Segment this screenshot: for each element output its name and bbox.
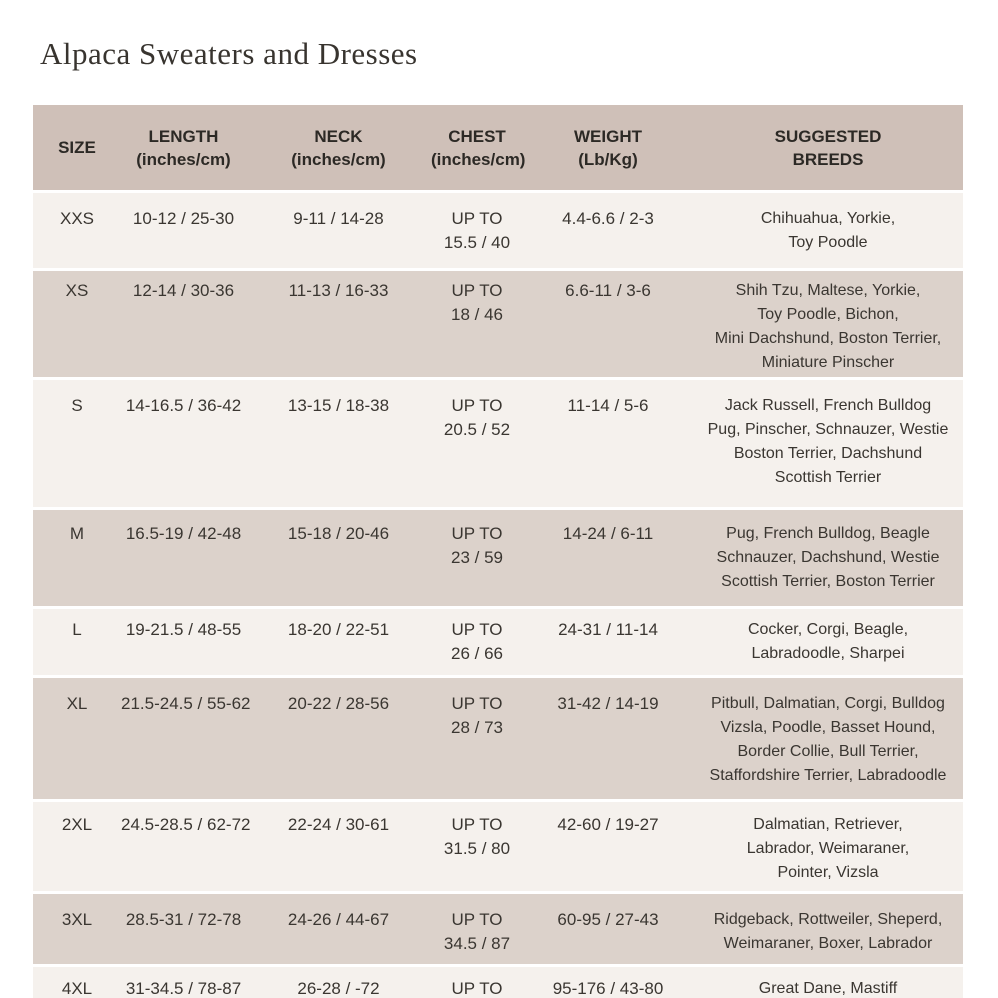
breeds-cell-line: Jack Russell, French Bulldog: [724, 397, 932, 414]
breeds-cell: [693, 207, 963, 255]
table-row-4xl: [33, 967, 963, 998]
chest-cell: [431, 692, 523, 740]
chest-cell-line: 15.5 / 40: [443, 233, 511, 252]
chest-cell: [431, 977, 523, 998]
chest-cell-line: UP TO: [451, 815, 503, 834]
breeds-cell-line: Scottish Terrier, Boston Terrier: [721, 573, 935, 590]
length-cell: 31-34.5 / 78-87: [125, 979, 242, 998]
neck-cell: 22-24 / 30-61: [287, 815, 390, 834]
size-cell: XL: [66, 694, 88, 713]
breeds-cell-line: Ridgeback, Rottweiler, Sheperd,: [713, 911, 943, 928]
chest-cell-line: UP TO: [451, 979, 503, 998]
weight-cell: 42-60 / 19-27: [557, 815, 659, 834]
chest-cell-line: UP TO: [451, 281, 503, 300]
chest-cell: [431, 279, 523, 327]
breeds-cell-line: Boston Terrier, Dachshund: [733, 445, 923, 462]
neck-cell: 26-28 / -72: [297, 979, 380, 998]
column-header-sublabel: (inches/cm): [136, 149, 231, 169]
table-row-xl: [33, 678, 963, 802]
neck-cell: 18-20 / 22-51: [287, 620, 390, 639]
column-header-weight: [523, 125, 693, 171]
breeds-cell: [693, 977, 963, 998]
neck-cell: 9-11 / 14-28: [293, 209, 384, 228]
size-cell: 4XL: [61, 979, 93, 998]
breeds-cell-line: Border Collie, Bull Terrier,: [737, 743, 919, 760]
column-header-sublabel: (inches/cm): [431, 149, 526, 169]
column-header-size: [33, 136, 121, 159]
chest-cell-line: UP TO: [451, 694, 503, 713]
column-header-suggested: [693, 125, 963, 171]
breeds-cell: [693, 522, 963, 594]
column-header-chest: [431, 125, 526, 171]
column-header-label: NECK: [314, 126, 363, 146]
weight-cell: 60-95 / 27-43: [557, 910, 659, 929]
breeds-cell-line: Great Dane, Mastiff: [758, 980, 898, 997]
column-header-label: WEIGHT: [574, 126, 642, 146]
breeds-cell-line: Pitbull, Dalmatian, Corgi, Bulldog: [711, 695, 945, 712]
neck-cell: 15-18 / 20-46: [287, 524, 390, 543]
column-header-sublabel: (Lb/Kg): [578, 149, 638, 169]
breeds-cell-line: Staffordshire Terrier, Labradoodle: [709, 767, 947, 784]
breeds-cell-line: Weimaraner, Boxer, Labrador: [723, 935, 933, 952]
breeds-cell-line: Shih Tzu, Maltese, Yorkie,: [735, 282, 921, 299]
column-header-sublabel: (inches/cm): [291, 149, 386, 169]
table-row-3xl: [33, 894, 963, 967]
neck-cell: 20-22 / 28-56: [287, 694, 390, 713]
chest-cell-line: UP TO: [451, 524, 503, 543]
column-header-label: LENGTH: [148, 126, 219, 146]
chest-cell-line: UP TO: [451, 620, 503, 639]
table-row-s: [33, 380, 963, 510]
breeds-cell: [693, 618, 963, 666]
chest-cell: [431, 618, 523, 666]
breeds-cell: [693, 394, 963, 490]
breeds-cell-line: Schnauzer, Dachshund, Westie: [716, 549, 940, 566]
column-header-neck: [246, 125, 431, 171]
breeds-cell-line: Labradoodle, Sharpei: [751, 645, 905, 662]
breeds-cell-line: Pug, French Bulldog, Beagle: [726, 525, 930, 542]
table-body: [33, 193, 963, 998]
weight-cell: 24-31 / 11-14: [558, 620, 658, 639]
chest-cell-line: 23 / 59: [451, 548, 503, 567]
column-header-label: SIZE: [58, 138, 96, 157]
length-cell: 16.5-19 / 42-48: [125, 524, 242, 543]
length-cell: 12-14 / 30-36: [132, 281, 235, 300]
chest-cell-line: 18 / 46: [451, 305, 503, 324]
chest-cell-line: 26 / 66: [451, 644, 503, 663]
length-cell: 24.5-28.5 / 62-72: [121, 815, 251, 834]
page-title: Alpaca Sweaters and Dresses: [40, 36, 418, 71]
size-cell: S: [71, 396, 83, 415]
table-header-row: [33, 105, 963, 193]
size-chart-table: [33, 105, 963, 998]
breeds-cell-line: Cocker, Corgi, Beagle,: [747, 621, 909, 638]
chest-cell-line: 34.5 / 87: [443, 934, 511, 953]
breeds-cell: [693, 692, 963, 788]
length-cell: 14-16.5 / 36-42: [125, 396, 242, 415]
size-cell: XXS: [59, 209, 95, 228]
chest-cell-line: 20.5 / 52: [443, 420, 511, 439]
breeds-cell-line: Labrador, Weimaraner,: [746, 840, 910, 857]
breeds-cell-line: Mini Dachshund, Boston Terrier,: [714, 330, 942, 347]
size-cell: XS: [65, 281, 89, 300]
breeds-cell-line: Pointer, Vizsla: [777, 864, 879, 881]
breeds-cell-line: Toy Poodle, Bichon,: [757, 306, 899, 323]
neck-cell: 13-15 / 18-38: [287, 396, 390, 415]
size-cell: 2XL: [61, 815, 93, 834]
table-row-l: [33, 609, 963, 678]
length-cell: 19-21.5 / 48-55: [125, 620, 242, 639]
chest-cell: [431, 813, 523, 861]
chest-cell-line: 28 / 73: [451, 718, 503, 737]
length-cell: 28.5-31 / 72-78: [125, 910, 242, 929]
table-row-xxs: [33, 193, 963, 271]
breeds-cell-line: Vizsla, Poodle, Basset Hound,: [720, 719, 936, 736]
chest-cell-line: UP TO: [451, 396, 503, 415]
weight-cell: 14-24 / 6-11: [562, 524, 654, 543]
size-cell: M: [69, 524, 85, 543]
breeds-cell-line: Miniature Pinscher: [761, 354, 895, 371]
breeds-cell: [693, 813, 963, 885]
breeds-cell-line: Pug, Pinscher, Schnauzer, Westie: [707, 421, 949, 438]
size-cell: L: [72, 620, 82, 639]
chest-cell-line: UP TO: [451, 910, 503, 929]
column-header-label: CHEST: [448, 126, 506, 146]
chest-cell: [431, 522, 523, 570]
chest-cell: [431, 207, 523, 255]
table-row-2xl: [33, 802, 963, 894]
weight-cell: 31-42 / 14-19: [557, 694, 659, 713]
breeds-cell: [693, 279, 963, 375]
size-cell: 3XL: [61, 910, 93, 929]
weight-cell: 95-176 / 43-80: [552, 979, 664, 998]
column-header-length: [121, 125, 246, 171]
column-header-sublabel: BREEDS: [792, 149, 864, 169]
breeds-cell-line: Toy Poodle: [788, 234, 868, 251]
weight-cell: 4.4-6.6 / 2-3: [562, 209, 654, 228]
table-row-xs: [33, 271, 963, 380]
chest-cell-line: UP TO: [451, 209, 503, 228]
length-cell: 10-12 / 25-30: [132, 209, 235, 228]
neck-cell: 24-26 / 44-67: [287, 910, 390, 929]
table-row-m: [33, 510, 963, 609]
chest-cell: [431, 394, 523, 442]
length-cell: 21.5-24.5 / 55-62: [121, 694, 251, 713]
chest-cell-line: 31.5 / 80: [443, 839, 511, 858]
chest-cell: [431, 908, 523, 956]
weight-cell: 6.6-11 / 3-6: [565, 281, 651, 300]
neck-cell: 11-13 / 16-33: [288, 281, 389, 300]
breeds-cell: [693, 908, 963, 956]
breeds-cell-line: Dalmatian, Retriever,: [753, 816, 903, 833]
breeds-cell-line: Scottish Terrier: [774, 469, 882, 486]
weight-cell: 11-14 / 5-6: [567, 396, 649, 415]
breeds-cell-line: Chihuahua, Yorkie,: [760, 210, 896, 227]
column-header-label: SUGGESTED: [774, 126, 882, 146]
